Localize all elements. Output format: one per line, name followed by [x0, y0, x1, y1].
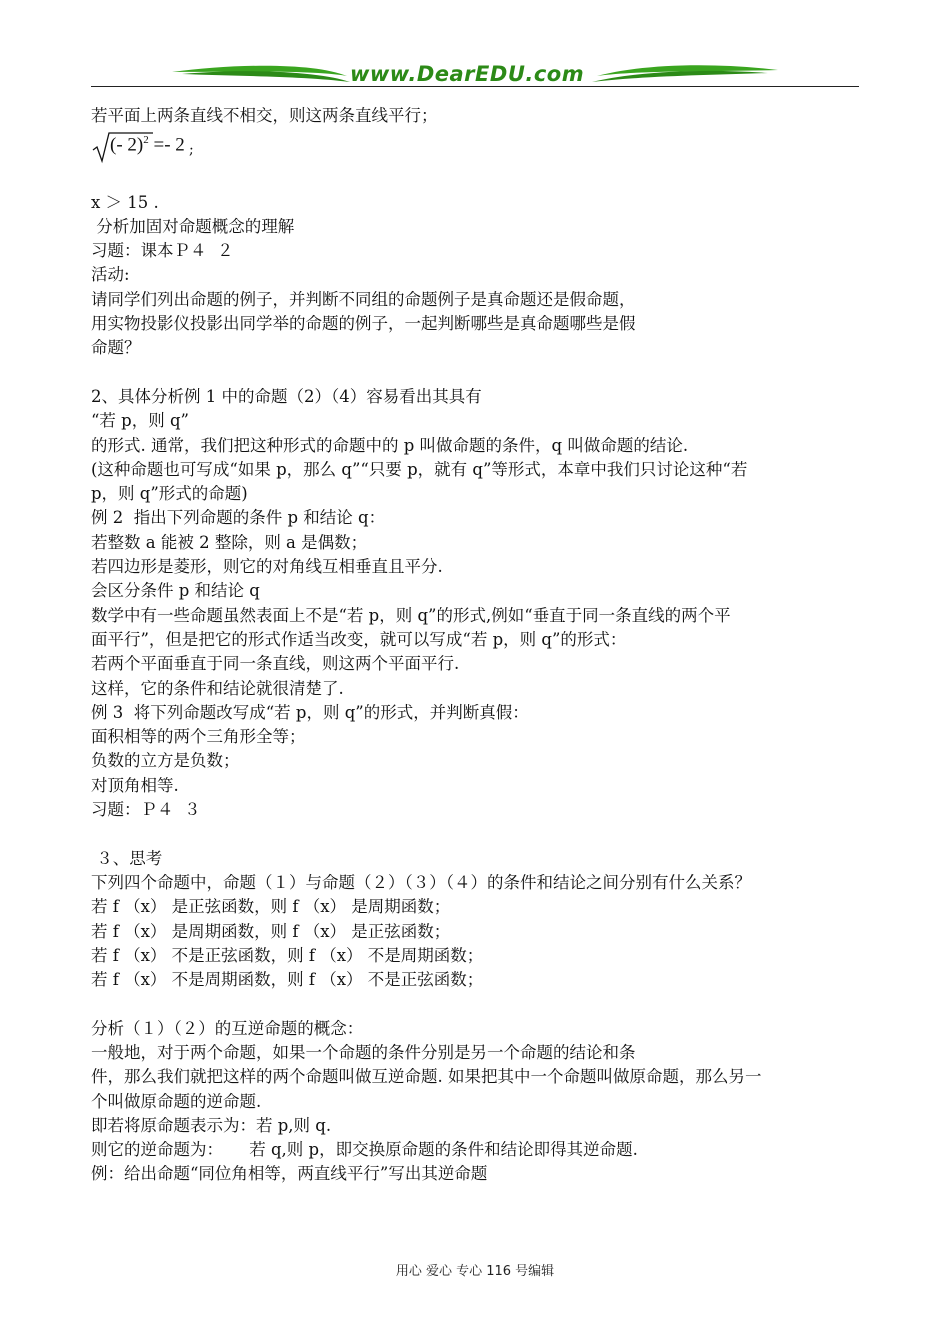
text-line: 请同学们列出命题的例子，并判断不同组的命题例子是真命题还是假命题，: [91, 289, 636, 309]
formula-exponent: 2: [143, 134, 149, 147]
blank-line: [91, 992, 861, 1016]
text-line: p，则 q”形式的命题): [91, 484, 248, 504]
text-line: 数学中有一些命题虽然表面上不是“若 p，则 q”的形式,例如“垂直于同一条直线的两个平: [91, 605, 731, 625]
site-logo-text: www.DearEDU.com: [350, 62, 585, 86]
text-line: 则它的逆命题为： 若 q,则 p，即交换原命题的条件和结论即得其逆命题.: [91, 1140, 638, 1160]
text-line: 若两个平面垂直于同一条直线，则这两个平面平行.: [91, 654, 460, 674]
text-line: “若 p，则 q”: [91, 411, 189, 431]
text-line: (这种命题也可写成“如果 p，那么 q”“只要 p，就有 q”等形式，本章中我们只讨论这种“若: [91, 459, 748, 479]
blank-line: [91, 822, 861, 846]
text-line: 面平行”，但是把它的形式作适当改变，就可以写成“若 p，则 q”的形式：: [91, 629, 627, 649]
text-line: 例：给出命题“同位角相等，两直线平行”写出其逆命题: [91, 1164, 488, 1184]
page-footer: 用心 爱心 专心 116 号编辑: [395, 1264, 555, 1279]
text-line: 例 2 指出下列命题的条件 p 和结论 q：: [91, 508, 386, 528]
text-line: 会区分条件 p 和结论 q: [91, 581, 260, 601]
text-line: 2、具体分析例 1 中的命题（2）（4）容易看出其具有: [91, 386, 482, 406]
text-line: 若 f （x） 是正弦函数，则 f （x） 是周期函数；: [91, 897, 451, 917]
text-line: 用实物投影仪投影出同学举的命题的例子，一起判断哪些是真命题哪些是假: [91, 314, 636, 334]
formula-expression: [110, 134, 185, 156]
text-line: 一般地，对于两个命题，如果一个命题的条件分别是另一个命题的结论和条: [91, 1042, 636, 1062]
text-line: 负数的立方是负数；: [91, 751, 240, 771]
text-line: 即若将原命题表示为：若 p,则 q.: [91, 1115, 332, 1135]
text-line: 例 3 将下列命题改写成“若 p，则 q”的形式，并判断真假：: [91, 702, 529, 722]
text-line: 个叫做原命题的逆命题.: [91, 1091, 262, 1111]
document-body: [91, 104, 861, 1187]
text-line: 这样，它的条件和结论就很清楚了.: [91, 678, 344, 698]
text-line: 若 f （x） 是周期函数，则 f （x） 是正弦函数；: [91, 921, 451, 941]
text-line: 命题？: [91, 338, 141, 358]
text-line: 习题：Ｐ４ ３: [91, 800, 201, 820]
text-line: 面积相等的两个三角形全等；: [91, 727, 306, 747]
text-line: 的形式. 通常，我们把这种形式的命题中的 p 叫做命题的条件，q 叫做命题的结论.: [91, 435, 689, 455]
text-line: 若 f （x） 不是正弦函数，则 f （x） 不是周期函数；: [91, 945, 484, 965]
text-line: 分析（１）（２）的互逆命题的概念：: [91, 1018, 364, 1038]
blank-line: [91, 166, 861, 190]
text-line: 若四边形是菱形，则它的对角线互相垂直且平分.: [91, 557, 443, 577]
text-line: ３、思考: [91, 848, 163, 868]
text-line: 若 f （x） 不是周期函数，则 f （x） 不是正弦函数；: [91, 970, 484, 990]
text-line: 习题：课本Ｐ４ ２: [91, 241, 234, 261]
text-line: 若整数 a 能被 2 整除，则 a 是偶数；: [91, 532, 368, 552]
formula-radicand: (- 2): [110, 134, 144, 156]
sqrt-formula: [91, 128, 861, 166]
text-line: 件，那么我们就把这样的两个命题叫做互逆命题. 如果把其中一个命题叫做原命题，那么另一: [91, 1067, 762, 1087]
text-line: 下列四个命题中，命题（１）与命题（２）（３）（４）的条件和结论之间分别有什么关系？: [91, 872, 751, 892]
text-line: 分析加固对命题概念的理解: [91, 216, 295, 236]
text-line: x ＞ 15 .: [91, 192, 159, 212]
text-line: 活动:: [91, 265, 130, 285]
formula-semicolon: ;: [189, 142, 194, 159]
blank-line: [91, 361, 861, 385]
formula-result: =- 2: [153, 134, 185, 156]
text-line: 对顶角相等.: [91, 775, 179, 795]
text-line: 若平面上两条直线不相交，则这两条直线平行；: [91, 106, 438, 125]
